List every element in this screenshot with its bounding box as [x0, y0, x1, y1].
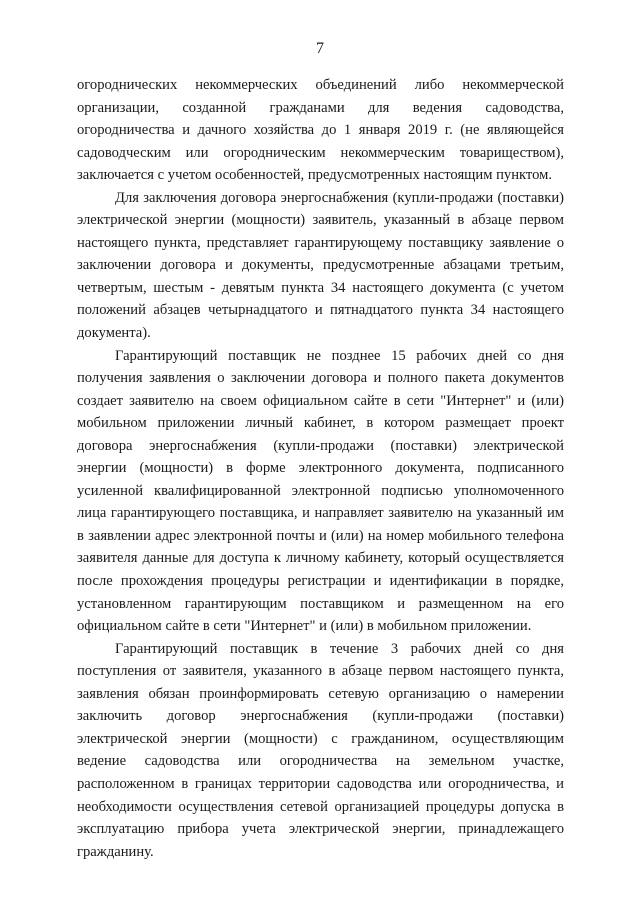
page-number: 7 — [316, 40, 324, 57]
document-body — [77, 74, 564, 863]
paragraph-3: Гарантирующий поставщик не позднее 15 рабочих дней со дня получения заявления о заключении договора и полного пакета документов создает заявителю на своем официальном сайте в сети "Интернет" и (или) мобильном приложении личный кабинет, в котором размещает проект договора энергоснабжения (купли-продажи (поставки) электрической энергии (мощности) в форме электронного документа, подписанного усиленной квалифицированной электронной подписью уполномоченного лица гарантирующего поставщика, и направляет заявителю на указанный им в заявлении адрес электронной почты и (или) на номер мобильного телефона заявителя данные для доступа к личному кабинету, который осуществляется после прохождения процедуры регистрации и идентификации в порядке, установленном гарантирующим поставщиком и размещенном на его официальном сайте в сети "Интернет" и (или) в мобильном приложении. — [77, 347, 564, 635]
paragraph-1: огороднических некоммерческих объединений либо некоммерческой организации, созданной гражданами для ведения садоводства, огородничества и дачного хозяйства до 1 января 2019 г. (не являющейся садоводческим или огородническим некоммерческим товариществом), заключается с учетом особенностей, предусмотренных настоящим пунктом. — [77, 77, 564, 184]
paragraph-4: Гарантирующий поставщик в течение 3 рабочих дней со дня поступления от заявителя, указанного в абзаце первом настоящего пункта, заявления обязан проинформировать сетевую организацию о намерении заключить договор энергоснабжения (купли-продажи (поставки) электрической энергии (мощности) с гражданином, осуществляющим ведение садоводства или огородничества на земельном участке, расположенном в границах территории садоводства или огородничества, и необходимости осуществления сетевой организацией процедуры допуска в эксплуатацию прибора учета электрической энергии, принадлежащего гражданину. — [77, 640, 564, 860]
paragraph-2: Для заключения договора энергоснабжения (купли-продажи (поставки) электрической энергии (мощности) заявитель, указанный в абзаце первом настоящего пункта, представляет гарантирующему поставщику заявление о заключении договора и документы, предусмотренные абзацами третьим, четвертым, шестым - девятым пункта 34 настоящего документа (с учетом положений абзацев четырнадцатого и пятнадцатого пункта 34 настоящего документа). — [77, 189, 564, 342]
